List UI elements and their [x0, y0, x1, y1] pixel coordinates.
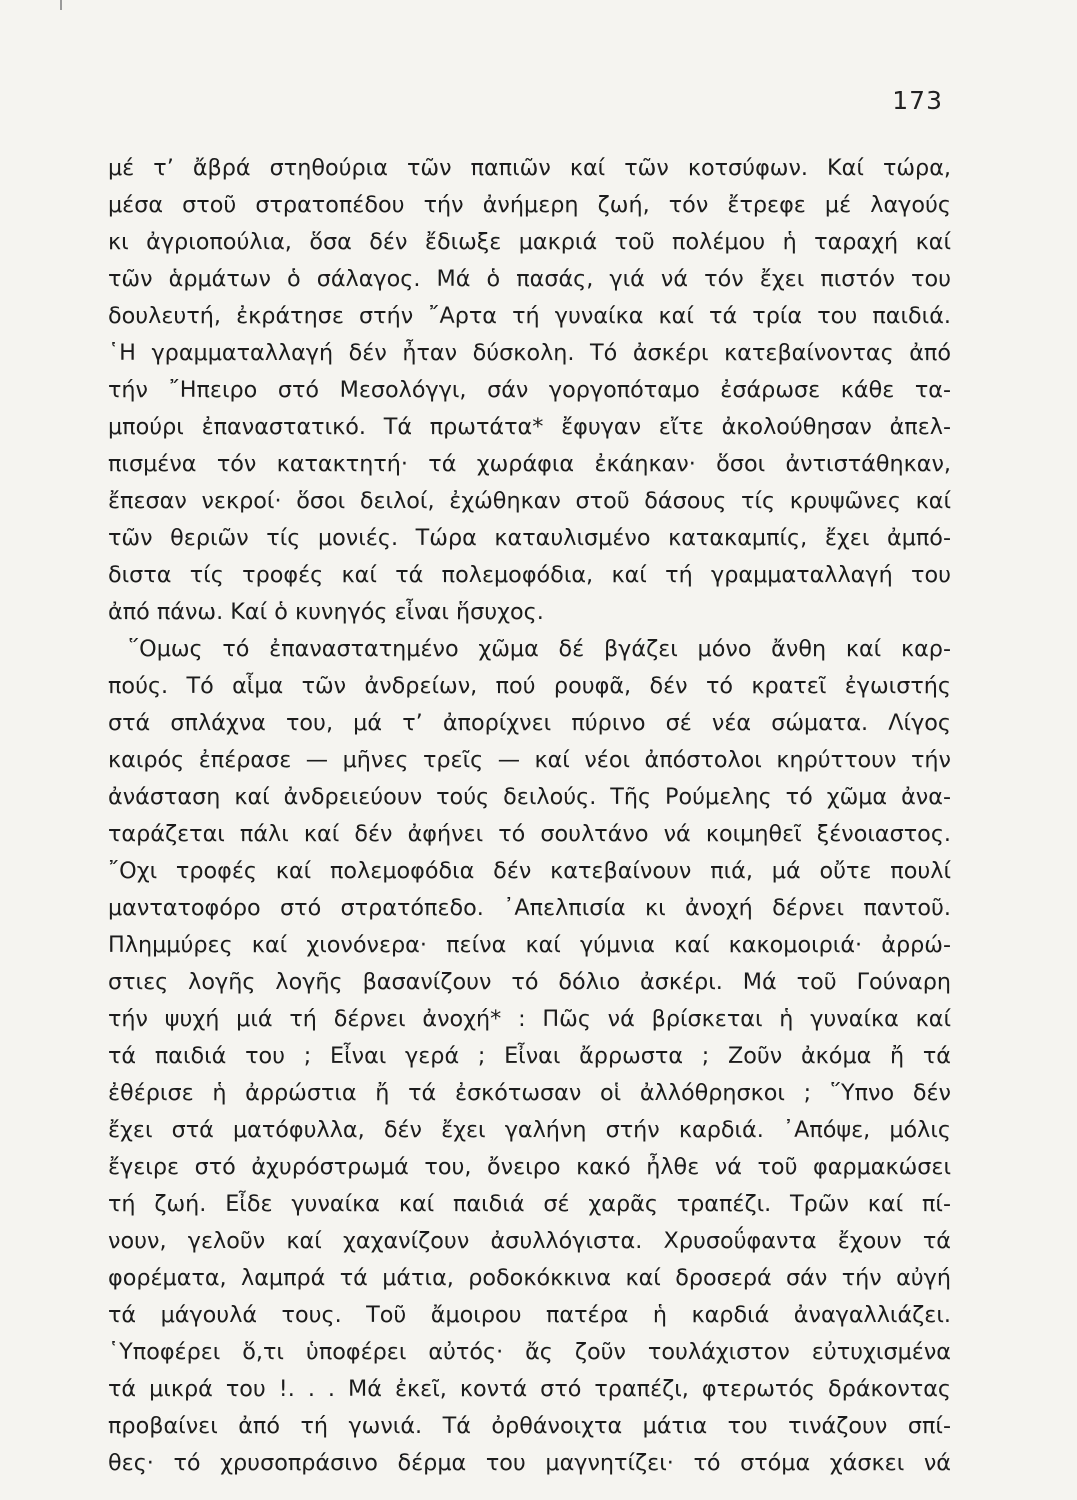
text-line: στιες λογῆς λογῆς βασανίζουν τό δόλιο ἀσκέρι. Μά τοῦ Γούναρη: [108, 969, 951, 995]
text-line: μέσα στοῦ στρατοπέδου τήν ἀνήμερη ζωή, τόν ἔτρεφε μέ λαγούς: [108, 192, 951, 218]
text-line: πισμένα τόν κατακτητή· τά χωράφια ἐκάηκαν· ὅσοι ἀντιστάθηκαν,: [108, 451, 951, 477]
text-line: μέ τ’ ἄβρά στηθούρια τῶν παπιῶν καί τῶν κοτσύφων. Καί τώρα,: [108, 155, 951, 181]
text-line: τά μάγουλά τους. Τοῦ ἄμοιρου πατέρα ἡ καρδιά ἀναγαλλιάζει.: [108, 1302, 951, 1328]
text-line: προβαίνει ἀπό τή γωνιά. Τά ὀρθάνοιχτα μάτια του τινάζουν σπί-: [108, 1413, 951, 1439]
text-line: κι ἀγριοπούλια, ὅσα δέν ἔδιωξε μακριά τοῦ πολέμου ἡ ταραχή καί: [108, 229, 951, 255]
text-line: φορέματα, λαμπρά τά μάτια, ροδοκόκκινα καί δροσερά σάν τήν αὐγή: [108, 1265, 951, 1291]
text-line: ῎Οχι τροφές καί πολεμοφόδια δέν κατεβαίνουν πιά, μά οὔτε πουλί: [108, 858, 951, 884]
text-line: ῾Υποφέρει ὅ,τι ὑποφέρει αὐτός· ἄς ζοῦν τουλάχιστον εὐτυχισμένα: [108, 1339, 951, 1365]
text-line: τά παιδιά του ; Εἶναι γερά ; Εἶναι ἄρρωστα ; Ζοῦν ἀκόμα ἤ τά: [108, 1043, 951, 1069]
text-line: καιρός ἐπέρασε — μῆνες τρεῖς — καί νέοι ἀπόστολοι κηρύττουν τήν: [108, 747, 951, 773]
text-line: νουν, γελοῦν καί χαχανίζουν ἀσυλλόγιστα. Χρυσοΰφαντα ἔχουν τά: [108, 1228, 951, 1254]
text-line: ἔχει στά ματόφυλλα, δέν ἔχει γαλήνη στήν καρδιά. ᾿Απόψε, μόλις: [108, 1117, 951, 1143]
text-line: τή ζωή. Εἶδε γυναίκα καί παιδιά σέ χαρᾶς τραπέζι. Τρῶν καί πί-: [108, 1191, 951, 1217]
text-line: ἔπεσαν νεκροί· ὅσοι δειλοί, ἐχώθηκαν στοῦ δάσους τίς κρυψῶνες καί: [108, 488, 951, 514]
text-line: ῞Ομως τό ἐπαναστατημένο χῶμα δέ βγάζει μόνο ἄνθη καί καρ-: [128, 636, 951, 662]
text-line: ἔγειρε στό ἀχυρόστρωμά του, ὄνειρο κακό ἦλθε νά τοῦ φαρμακώσει: [108, 1154, 951, 1180]
text-line: μπούρι ἐπαναστατικό. Τά πρωτάτα* ἔφυγαν εἴτε ἀκολούθησαν ἀπελ-: [108, 414, 951, 440]
text-line: τῶν ἁρμάτων ὁ σάλαγος. Μά ὁ πασάς, γιά νά τόν ἔχει πιστόν του: [108, 266, 951, 292]
text-line: ῾Η γραμματαλλαγή δέν ἦταν δύσκολη. Τό ἀσκέρι κατεβαίνοντας ἀπό: [108, 340, 951, 366]
text-line: διστα τίς τροφές καί τά πολεμοφόδια, καί τή γραμματαλλαγή του: [108, 562, 951, 588]
text-line: Πλημμύρες καί χιονόνερα· πείνα καί γύμνια καί κακομοιριά· ἀρρώ-: [108, 932, 951, 958]
text-line: ἐθέρισε ἡ ἀρρώστια ἤ τά ἐσκότωσαν οἱ ἀλλόθρησκοι ; ῞Υπνο δέν: [108, 1080, 951, 1106]
text-line: τῶν θεριῶν τίς μονιές. Τώρα καταυλισμένο κατακαμπίς, ἔχει ἀμπό-: [108, 525, 951, 551]
text-line: στά σπλάχνα του, μά τ’ ἀπορίχνει πύρινο σέ νέα σώματα. Λίγος: [108, 710, 951, 736]
page-number: 173: [892, 86, 943, 115]
body-text: [108, 150, 951, 1482]
text-line: μαντατοφόρο στό στρατόπεδο. ᾿Απελπισία κι ἀνοχή δέρνει παντοῦ.: [108, 895, 951, 921]
text-line: πούς. Τό αἷμα τῶν ἀνδρείων, πού ρουφᾶ, δέν τό κρατεῖ ἐγωιστής: [108, 673, 951, 699]
text-line: δουλευτή, ἐκράτησε στήν ῎Αρτα τή γυναίκα καί τά τρία του παιδιά.: [108, 303, 951, 329]
text-line: τήν ῎Ηπειρο στό Μεσολόγγι, σάν γοργοπόταμο ἐσάρωσε κάθε τα-: [108, 377, 951, 403]
text-line: τήν ψυχή μιά τή δέρνει ἀνοχή* : Πῶς νά βρίσκεται ἡ γυναίκα καί: [108, 1006, 951, 1032]
scan-edge-mark: [60, 0, 62, 10]
text-line: ταράζεται πάλι καί δέν ἀφήνει τό σουλτάνο νά κοιμηθεῖ ξένοιαστος.: [108, 821, 951, 847]
text-line: τά μικρά του !. . . Μά ἐκεῖ, κοντά στό τραπέζι, φτερωτός δράκοντας: [108, 1376, 951, 1402]
text-line: ἀνάσταση καί ἀνδρειεύουν τούς δειλούς. Τῆς Ρούμελης τό χῶμα ἀνα-: [108, 784, 951, 810]
text-line: θες· τό χρυσοπράσινο δέρμα του μαγνητίζει· τό στόμα χάσκει νά: [108, 1450, 951, 1476]
text-line: ἀπό πάνω. Καί ὁ κυνηγός εἶναι ἥσυχος.: [108, 599, 544, 625]
